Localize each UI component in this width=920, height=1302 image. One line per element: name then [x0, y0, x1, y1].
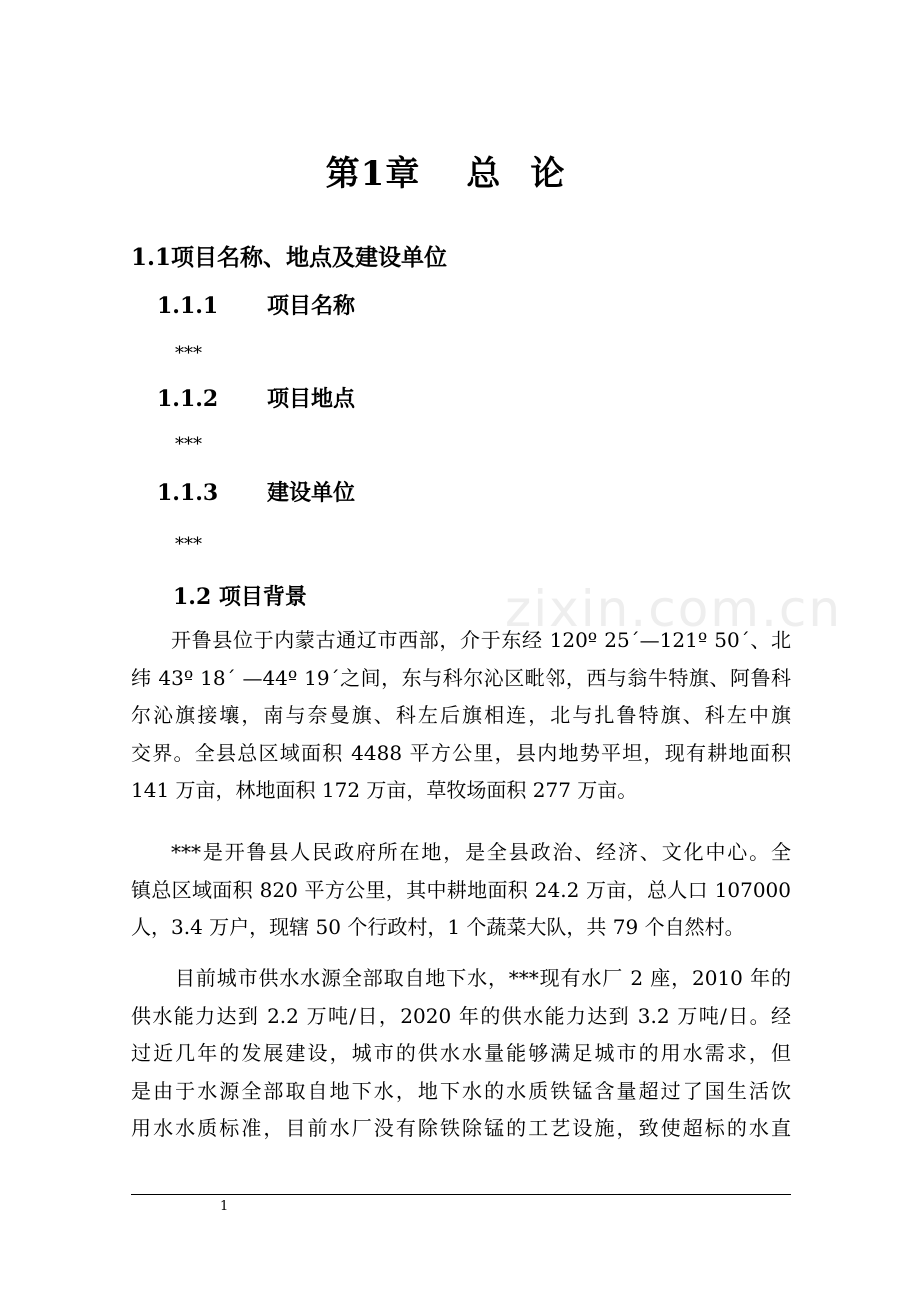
- subsection-number: 1.1.3: [157, 480, 219, 506]
- subsection-heading-1-1-3: [157, 476, 355, 507]
- paragraph-line: 供水能力达到 2.2 万吨/日，2020 年的供水能力达到 3.2 万吨/日。经: [131, 1003, 791, 1028]
- paragraph-line: 开鲁县位于内蒙古通辽市西部，介于东经 120º 25´—121º 50´、北: [171, 628, 791, 652]
- paragraph-line: 141 万亩，林地面积 172 万亩，草牧场面积 277 万亩。: [131, 778, 638, 803]
- section-heading-1-2: 1.2 项目背景: [173, 584, 307, 610]
- paragraph-line: 目前城市供水水源全部取自地下水，***现有水厂 2 座，2010 年的: [175, 966, 791, 990]
- subsection-value-1-1-1: ***: [175, 343, 202, 364]
- paragraph-line: ***是开鲁县人民政府所在地，是全县政治、经济、文化中心。全: [171, 840, 791, 864]
- paragraph-line: 是由于水源全部取自地下水，地下水的水质铁锰含量超过了国生活饮: [131, 1078, 791, 1103]
- subsection-heading-1-1-2: [157, 382, 355, 413]
- page-number: 1: [220, 1199, 229, 1214]
- paragraph-line: 镇总区域面积 820 平方公里，其中耕地面积 24.2 万亩，总人口 107000: [131, 877, 791, 902]
- paragraph-line: 尔沁旗接壤，南与奈曼旗、科左后旗相连，北与扎鲁特旗、科左中旗: [131, 703, 791, 728]
- footer-divider: [131, 1194, 791, 1195]
- paragraph-line: 用水水质标准，目前水厂没有除铁除锰的工艺设施，致使超标的水直: [131, 1116, 791, 1141]
- paragraph-3: [131, 960, 791, 1148]
- chapter-number: 第1章: [325, 154, 421, 194]
- paragraph-line: 人，3.4 万户，现辖 50 个行政村，1 个蔬菜大队，共 79 个自然村。: [131, 915, 745, 940]
- paragraph-line: 过近几年的发展建设，城市的供水水量能够满足城市的用水需求，但: [131, 1041, 791, 1066]
- subsection-number: 1.1.1: [157, 293, 219, 319]
- chapter-title: [0, 146, 920, 195]
- paragraph-2: [131, 834, 791, 947]
- paragraph-line: 纬 43º 18´ —44º 19´之间，东与科尔沁区毗邻，西与翁牛特旗、阿鲁科: [131, 665, 791, 690]
- watermark: zixin.com.cn: [505, 580, 843, 638]
- paragraph-1: [131, 622, 791, 810]
- paragraph-line: 交界。全县总区域面积 4488 平方公里，县内地势平坦，现有耕地面积: [131, 740, 791, 765]
- subsection-title: 项目名称: [267, 293, 356, 319]
- chapter-name: 总论: [466, 154, 595, 194]
- section-heading-1-1: 1.1项目名称、地点及建设单位: [131, 244, 448, 271]
- subsection-title: 建设单位: [267, 480, 356, 506]
- subsection-value-1-1-2: ***: [175, 434, 202, 455]
- subsection-title: 项目地点: [267, 386, 356, 412]
- subsection-heading-1-1-1: [157, 289, 355, 320]
- subsection-value-1-1-3: ***: [175, 534, 202, 555]
- subsection-number: 1.1.2: [157, 386, 219, 412]
